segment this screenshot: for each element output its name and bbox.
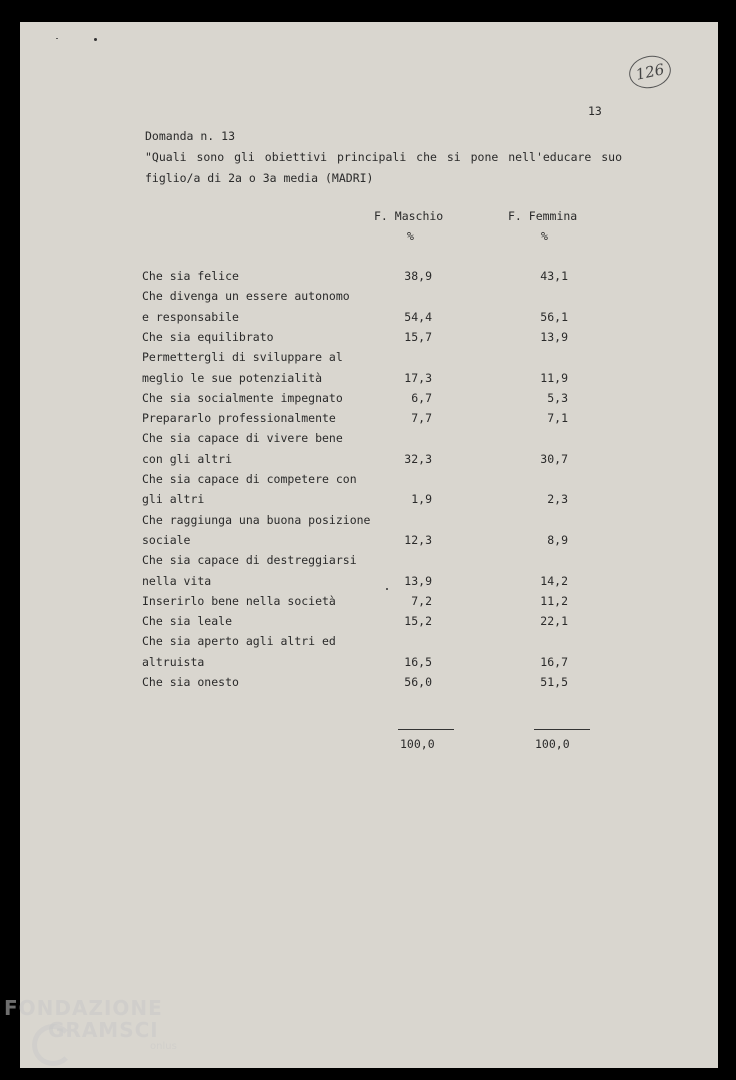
row-label: Permettergli di sviluppare al: [142, 350, 343, 365]
row-label: meglio le sue potenzialità: [142, 370, 323, 385]
table-row: [142, 614, 642, 634]
row-value-male: 12,3: [404, 532, 432, 547]
table-row: [142, 411, 642, 431]
row-value-female: 11,2: [540, 593, 568, 608]
row-value-male: 32,3: [404, 451, 432, 466]
row-value-female: 14,2: [540, 573, 568, 588]
document-page: [20, 22, 718, 1068]
row-label: sociale: [142, 532, 191, 547]
row-label: Che raggiunga una buona posizione: [142, 512, 371, 527]
table-row: [142, 655, 642, 675]
table-row: [142, 391, 642, 411]
watermark-line2: GRAMSCI: [48, 1018, 159, 1042]
row-value-female: 43,1: [540, 269, 568, 283]
row-value-female: 30,7: [540, 451, 568, 466]
row-value-male: 15,7: [404, 329, 432, 344]
row-label: altruista: [142, 654, 205, 669]
row-label: Prepararlo professionalmente: [142, 411, 336, 426]
question-text-line1: "Quali sono gli obiettivi principali che si pone nell'educare suo: [145, 150, 623, 164]
column-unit-female: %: [541, 229, 548, 243]
total-female: 100,0: [535, 737, 570, 751]
row-value-male: 7,2: [411, 593, 432, 608]
row-value-male: 56,0: [404, 675, 432, 689]
row-value-female: 2,3: [547, 492, 568, 507]
row-value-female: 22,1: [540, 614, 568, 629]
table-row: [142, 289, 642, 309]
watermark-line3: onlus: [150, 1041, 177, 1052]
column-unit-male: %: [407, 229, 414, 243]
row-label: Che sia felice: [142, 269, 239, 283]
table-row: [142, 371, 642, 391]
row-label: Che sia socialmente impegnato: [142, 390, 343, 405]
row-label: Che sia capace di destreggiarsi: [142, 553, 357, 568]
total-rule-male: [398, 729, 454, 730]
table-row: [142, 269, 642, 289]
table-row: [142, 675, 642, 695]
row-value-female: 5,3: [547, 390, 568, 405]
row-value-male: 7,7: [411, 411, 432, 426]
table-row: [142, 492, 642, 512]
column-header-male: F. Maschio: [374, 209, 444, 223]
table-row: [142, 513, 642, 533]
row-value-female: 7,1: [547, 411, 568, 426]
row-label: Che sia leale: [142, 614, 233, 629]
row-label: Che sia capace di competere con: [142, 472, 357, 486]
row-label: Che divenga un essere autonomo: [142, 289, 350, 304]
row-value-male: 13,9: [404, 573, 432, 588]
archive-stamp-number: 126: [626, 52, 674, 92]
row-value-female: 11,9: [540, 370, 568, 385]
row-label: con gli altri: [142, 451, 233, 466]
row-value-male: 38,9: [404, 269, 432, 283]
table-row: [142, 574, 642, 594]
table-row: [142, 594, 642, 614]
scan-speck: [56, 38, 58, 39]
table-row: [142, 330, 642, 350]
watermark-g-icon: [32, 1024, 74, 1066]
row-label: nella vita: [142, 573, 212, 588]
row-value-female: 51,5: [540, 675, 568, 689]
page-number: 13: [588, 104, 602, 118]
table-row: [142, 472, 642, 492]
column-header-female: F. Femmina: [508, 209, 578, 223]
table-row: [142, 533, 642, 553]
row-label: Che sia aperto agli altri ed: [142, 634, 336, 649]
row-label: Che sia onesto: [142, 675, 239, 689]
table-row: [142, 350, 642, 370]
table-row: [142, 452, 642, 472]
row-value-female: 8,9: [547, 532, 568, 547]
table-row: [142, 634, 642, 654]
row-label: Inserirlo bene nella società: [142, 593, 336, 608]
row-value-female: 16,7: [540, 654, 568, 669]
watermark-logo: [4, 998, 177, 1052]
scan-speck: [94, 38, 97, 41]
row-value-female: 13,9: [540, 329, 568, 344]
watermark-line1: FONDAZIONE: [4, 996, 163, 1020]
row-value-male: 54,4: [404, 309, 432, 324]
row-value-male: 17,3: [404, 370, 432, 385]
row-value-male: 6,7: [411, 390, 432, 405]
total-rule-female: [534, 729, 590, 730]
row-value-male: 15,2: [404, 614, 432, 629]
row-label: Che sia capace di vivere bene: [142, 431, 343, 446]
table-row: [142, 310, 642, 330]
row-value-female: 56,1: [540, 309, 568, 324]
row-label: Che sia equilibrato: [142, 329, 274, 344]
total-male: 100,0: [400, 737, 435, 751]
row-label: gli altri: [142, 492, 205, 507]
row-value-male: 16,5: [404, 654, 432, 669]
row-value-male: 1,9: [411, 492, 432, 507]
table-row: [142, 553, 642, 573]
row-label: e responsabile: [142, 309, 239, 324]
scan-speck: [386, 588, 388, 590]
question-text-line2: figlio/a di 2a o 3a media (MADRI): [145, 171, 374, 185]
table-row: [142, 431, 642, 451]
question-label: Domanda n. 13: [145, 129, 236, 143]
